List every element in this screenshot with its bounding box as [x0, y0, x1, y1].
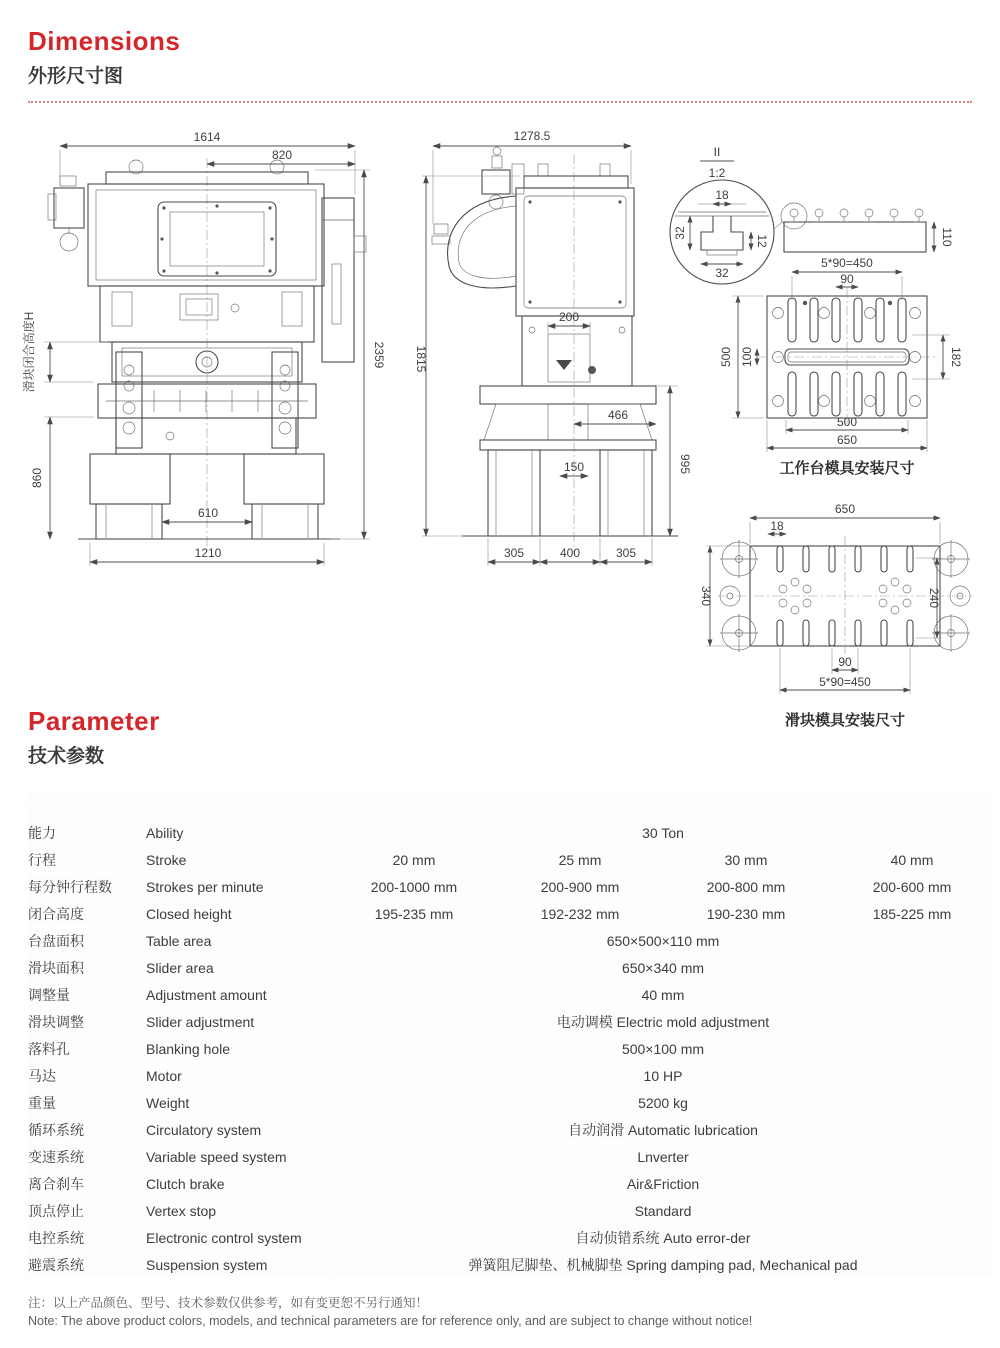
- dimension-label: 18: [770, 519, 784, 533]
- dimension-label: 305: [615, 546, 637, 560]
- parameter-row: [28, 1009, 994, 1034]
- row-label-cn: 马达: [28, 1067, 56, 1084]
- dimension-label: 1815: [414, 345, 428, 373]
- table-plate-caption: 工作台模具安装尺寸: [779, 460, 915, 477]
- row-label-en: Slider area: [146, 959, 214, 976]
- dimension-label: 610: [197, 506, 219, 520]
- parameter-row: [28, 1144, 994, 1169]
- parameter-row: [28, 1036, 994, 1061]
- row-value: 自动侦错系统 Auto error-der: [332, 1225, 994, 1250]
- front-view-drawing: [20, 124, 390, 594]
- section-divider: [28, 101, 972, 103]
- row-label: [28, 955, 330, 980]
- row-label: [28, 1144, 330, 1169]
- row-label: [28, 1090, 330, 1115]
- dimension-label: 200: [558, 310, 580, 324]
- row-label: [28, 1009, 330, 1034]
- footnote-en: Note: The above product colors, models, and technical parameters are for reference only, and are subject to change without notice!: [28, 1314, 753, 1329]
- parameter-table-body: [28, 820, 994, 1277]
- row-label-en: Variable speed system: [146, 1148, 287, 1165]
- row-label-cn: 行程: [28, 851, 56, 868]
- dimension-label: 1210: [194, 546, 222, 560]
- parameter-row: [28, 1198, 994, 1223]
- row-label: [28, 1171, 330, 1196]
- dimension-label: 100: [740, 346, 754, 368]
- detail-view-bar: [773, 203, 954, 252]
- row-label-cn: 电控系统: [28, 1229, 84, 1246]
- table-header-row: [28, 793, 994, 818]
- row-label-cn: 闭合高度: [28, 905, 84, 922]
- table-plate-dimensions: [719, 256, 963, 452]
- row-value: 40 mm: [830, 847, 994, 872]
- header-label-cn: 机型: [28, 797, 56, 814]
- dimension-label: 995: [678, 453, 692, 475]
- row-value: 190-230 mm: [664, 901, 828, 926]
- row-label-cn: 台盘面积: [28, 932, 84, 949]
- row-value: 200-600 mm: [830, 874, 994, 899]
- row-label-cn: 变速系统: [28, 1148, 84, 1165]
- dimensions-subtitle: 外形尺寸图: [28, 66, 124, 87]
- row-label-en: Suspension system: [146, 1256, 268, 1273]
- row-value: 20 mm: [332, 847, 496, 872]
- parameter-row: [28, 928, 994, 953]
- row-label-en: Circulatory system: [146, 1121, 262, 1138]
- front-view-machine: [48, 158, 366, 552]
- parameter-row: [28, 1117, 994, 1142]
- parameter-row: [28, 847, 994, 872]
- dimension-label: 466: [607, 408, 629, 422]
- footnote-cn: 注：以上产品颜色、型号、技术参数仅供参考，如有变更恕不另行通知！: [28, 1296, 429, 1310]
- row-value: 650×340 mm: [332, 955, 994, 980]
- row-value: 40 mm: [332, 982, 994, 1007]
- parameter-row: [28, 874, 994, 899]
- dimension-label: 110: [940, 227, 954, 247]
- row-label: [28, 847, 330, 872]
- row-label-cn: 落料孔: [28, 1040, 70, 1057]
- row-value: 10 HP: [332, 1063, 994, 1088]
- row-value: 25 mm: [498, 847, 662, 872]
- row-label-en: Weight: [146, 1094, 190, 1111]
- parameter-row: [28, 1171, 994, 1196]
- dimension-label: 90: [838, 655, 852, 669]
- row-value: 200-900 mm: [498, 874, 662, 899]
- dimension-label: 182: [949, 346, 963, 368]
- dimension-label: 650: [836, 433, 858, 447]
- row-value: 200-800 mm: [664, 874, 828, 899]
- row-label-en: Stroke: [146, 851, 187, 868]
- row-label: [28, 1063, 330, 1088]
- detail-view-label: [700, 145, 734, 180]
- row-label-en: Slider adjustment: [146, 1013, 255, 1030]
- row-value: 弹簧阻尼脚垫、机械脚垫 Spring damping pad, Mechanical pad: [332, 1252, 994, 1277]
- row-label-cn: 避震系统: [28, 1256, 84, 1273]
- dimension-label: 5*90=450: [819, 675, 871, 689]
- table-plate-drawing: [702, 258, 998, 486]
- dimension-label: 240: [927, 587, 941, 609]
- row-value: 185-225 mm: [830, 901, 994, 926]
- row-label-en: Closed height: [146, 905, 232, 922]
- dimension-label: 32: [715, 266, 729, 280]
- row-value: Air&Friction: [332, 1171, 994, 1196]
- row-label-cn: 能力: [28, 824, 56, 841]
- row-label: [28, 1036, 330, 1061]
- row-label-en: Table area: [146, 932, 212, 949]
- row-label-en: Clutch brake: [146, 1175, 225, 1192]
- dimension-label: 860: [30, 467, 44, 489]
- row-label-en: Blanking hole: [146, 1040, 231, 1057]
- parameter-section-header: [28, 706, 160, 768]
- dimension-label: 1614: [193, 130, 221, 144]
- table-header-label: [28, 793, 330, 818]
- table-plate-body: [758, 288, 936, 426]
- row-label: [28, 982, 330, 1007]
- parameter-row: [28, 1063, 994, 1088]
- row-label-en: Vertex stop: [146, 1202, 217, 1219]
- row-label-cn: 滑块面积: [28, 959, 84, 976]
- dimensions-title: Dimensions: [28, 26, 181, 56]
- row-value: 30 Ton: [332, 820, 994, 845]
- slider-plate-dimensions: [699, 502, 942, 694]
- dimension-label: 820: [271, 148, 293, 162]
- slider-plate-caption: 滑块模具安装尺寸: [784, 712, 906, 729]
- slide-height-label: 滑块闭合高度H: [22, 311, 36, 393]
- dimension-label: 2359: [372, 341, 386, 369]
- dimensions-section-header: [28, 26, 180, 88]
- row-value: 650×500×110 mm: [332, 928, 994, 953]
- row-label-cn: 顶点停止: [28, 1202, 84, 1219]
- row-label: [28, 1198, 330, 1223]
- detail-id-label: II: [713, 145, 721, 159]
- row-value: Standard: [332, 1198, 994, 1223]
- dimension-label: 500: [836, 415, 858, 429]
- row-label-cn: 滑块调整: [28, 1013, 84, 1030]
- slider-plate-drawing: [690, 500, 1000, 745]
- parameter-row: [28, 1252, 994, 1277]
- row-label: [28, 928, 330, 953]
- dimension-label: 5*90=450: [821, 256, 873, 270]
- dimension-label: 650: [834, 502, 856, 516]
- row-label: [28, 1117, 330, 1142]
- row-value: 5200 kg: [332, 1090, 994, 1115]
- parameter-table: [26, 791, 996, 1279]
- row-value: Lnverter: [332, 1144, 994, 1169]
- parameter-row: [28, 901, 994, 926]
- row-label-cn: 每分钟行程数: [28, 878, 112, 895]
- footnote: [28, 1294, 752, 1330]
- dimension-label: 32: [673, 226, 687, 240]
- row-value: 192-232 mm: [498, 901, 662, 926]
- table-header-value: HY-30T: [332, 793, 994, 818]
- row-label: [28, 874, 330, 899]
- dimension-label: 340: [699, 585, 713, 607]
- dimension-label: 1278.5: [513, 129, 551, 143]
- row-label-en: Adjustment amount: [146, 986, 267, 1003]
- row-value: 500×100 mm: [332, 1036, 994, 1061]
- parameter-title: Parameter: [28, 706, 160, 736]
- parameter-row: [28, 1090, 994, 1115]
- row-label-cn: 离合刹车: [28, 1175, 84, 1192]
- row-label-en: Electronic control system: [146, 1229, 302, 1246]
- row-value: 电动调模 Electric mold adjustment: [332, 1009, 994, 1034]
- header-label-en: Model: [146, 797, 185, 814]
- parameter-row: [28, 820, 994, 845]
- dimension-label: 500: [719, 346, 733, 368]
- parameter-row: [28, 1225, 994, 1250]
- parameter-row: [28, 982, 994, 1007]
- parameter-subtitle: 技术参数: [28, 746, 105, 767]
- dimension-label: 400: [559, 546, 581, 560]
- row-value: 30 mm: [664, 847, 828, 872]
- row-label-en: Ability: [146, 824, 184, 841]
- row-value: 自动润滑 Automatic lubrication: [332, 1117, 994, 1142]
- row-label-en: Motor: [146, 1067, 182, 1084]
- row-label-en: Strokes per minute: [146, 878, 264, 895]
- row-label-cn: 调整量: [28, 986, 70, 1003]
- dimension-label: 12: [755, 234, 769, 248]
- row-value: 200-1000 mm: [332, 874, 496, 899]
- row-label-cn: 循环系统: [28, 1121, 84, 1138]
- dimension-label: 18: [715, 188, 729, 202]
- row-label-cn: 重量: [28, 1094, 56, 1111]
- dimension-label: 90: [840, 272, 854, 286]
- row-value: 195-235 mm: [332, 901, 496, 926]
- row-label: [28, 1225, 330, 1250]
- row-label: [28, 901, 330, 926]
- dimension-label: 150: [563, 460, 585, 474]
- dimension-label: 305: [503, 546, 525, 560]
- parameter-row: [28, 955, 994, 980]
- row-label: [28, 1252, 330, 1277]
- detail-scale-label: 1:2: [708, 166, 726, 180]
- row-label: [28, 820, 330, 845]
